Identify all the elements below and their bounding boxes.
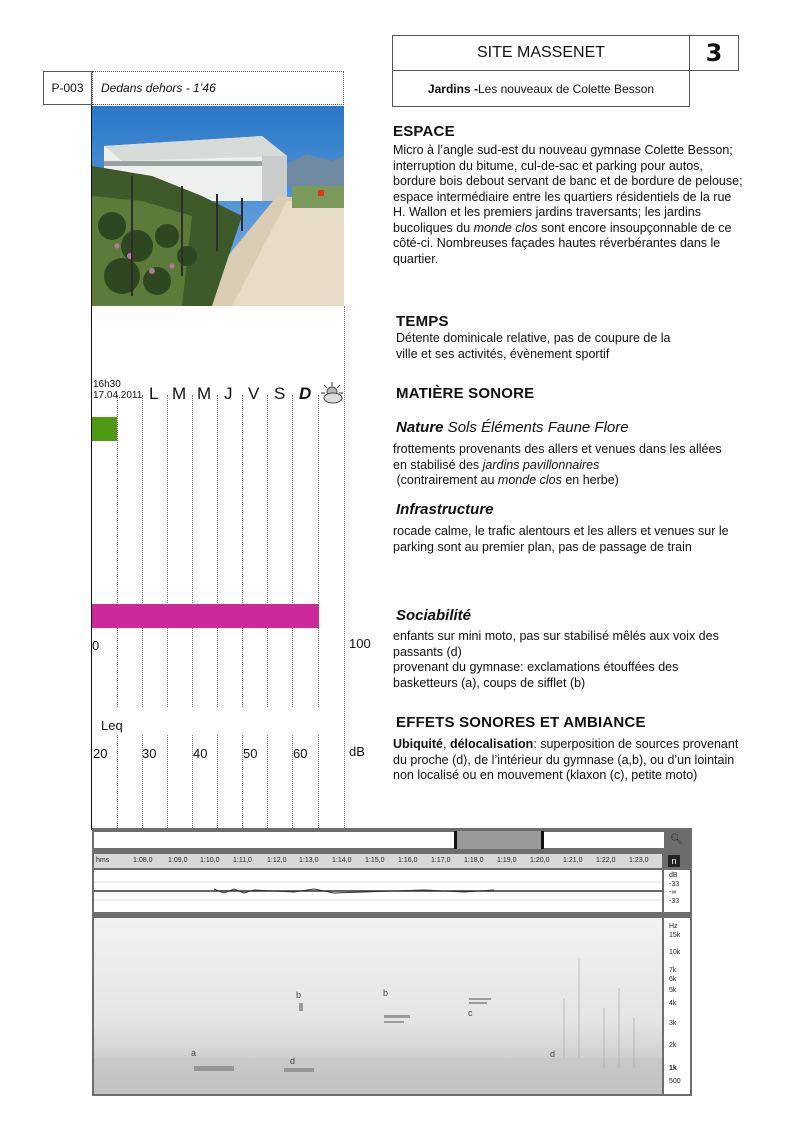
db-value-30: 30 — [142, 746, 157, 761]
track-box — [92, 71, 344, 105]
subtitle-box — [392, 71, 690, 107]
db-value-20: 20 — [93, 746, 108, 761]
time-tick: 1:08,0 — [133, 857, 153, 864]
waveform-db-label: -33 — [669, 881, 680, 888]
annotation-b: b — [296, 990, 302, 1000]
hz-axis-label: 15k — [669, 932, 681, 939]
sociabilite-heading: Sociabilité — [396, 607, 472, 624]
time-tick: 1:16,0 — [398, 857, 418, 864]
subtitle-rest: Les nouveaux de Colette Besson — [477, 81, 655, 96]
scale-min: 0 — [92, 638, 100, 653]
time-tick: 1:20,0 — [530, 857, 550, 864]
site-title-box — [392, 35, 690, 71]
annotation-c: c — [468, 1008, 473, 1018]
day-vendredi: V — [248, 384, 260, 403]
day-gridline — [242, 395, 243, 707]
hz-axis-label: 500 — [669, 1078, 681, 1085]
day-gridline — [142, 395, 143, 707]
nature-level-bar — [92, 417, 117, 441]
sociabilite-text: enfants sur mini moto, pas sur stabilisé mêlés aux voix des passants (d) provenant du gymnase: exclamations étouffées des basketteurs (a), coups de sifflet (b) — [393, 629, 719, 690]
hz-axis-label: 10k — [669, 949, 681, 956]
day-gridline — [318, 395, 319, 707]
hz-axis-label: 3k — [669, 1020, 677, 1027]
day-mardi: M — [172, 384, 187, 403]
subtitle-bold: Jardins - — [427, 81, 478, 96]
hz-axis-label: 2k — [669, 1042, 677, 1049]
annotation-d: d — [290, 1056, 296, 1066]
overview-strip[interactable] — [94, 832, 664, 848]
day-gridline — [267, 395, 268, 707]
weather-sun-cloud-icon — [320, 381, 344, 405]
hz-axis-label: 7k — [669, 967, 677, 974]
audio-editor-panel — [92, 828, 692, 1096]
nature-heading: Nature Sols Éléments Faune Flore — [396, 419, 629, 436]
site-title: SITE MASSENET — [476, 44, 606, 61]
time-tick: 1:09,0 — [168, 857, 188, 864]
time-tick: 1:13,0 — [299, 857, 319, 864]
hz-axis-label: 6k — [669, 976, 677, 983]
hz-axis-label: 4k — [669, 1000, 677, 1007]
sociabilite-level-bar — [92, 604, 319, 628]
espace-text: Micro à l’angle sud-est du nouveau gymnase Colette Besson; interruption du bitume, cul-de-sac et parking pour autos, bordure bois debout servant de banc et de bordure de pelouse; espace intermédiaire entre les quartiers résidentiels de la rue H. Wallon et les premiers jardins traversants; les jardins bucoliques du monde clos sont encore insoupçonnable de ce côté-ci. Nombreuses façades hautes réverbérantes dans le quartier. — [393, 143, 743, 266]
time-tick: 1:18,0 — [464, 857, 484, 864]
waveform-db-label: -33 — [669, 898, 680, 905]
db-value-50: 50 — [243, 746, 258, 761]
site-number: 3 — [705, 39, 723, 67]
day-gridline — [117, 395, 118, 707]
waveform-db-label: dB — [669, 872, 678, 879]
time-tick: 1:23,0 — [629, 857, 649, 864]
day-gridline — [217, 395, 218, 707]
hz-axis-label: Hz — [669, 923, 678, 930]
left-frame-line — [91, 105, 92, 830]
zoom-icon[interactable]: 🔍︎ — [670, 834, 683, 845]
time-tick: 1:17,0 — [431, 857, 451, 864]
day-dimanche: D — [299, 384, 312, 403]
db-unit-label: dB — [349, 744, 365, 759]
infrastructure-text: rocade calme, le trafic alentours et les allers et venues sur le parking sont au premier plan, pas de passage de train — [393, 524, 729, 554]
ruler-toggle-button[interactable]: n — [668, 855, 680, 867]
site-number-box — [690, 35, 739, 71]
hz-axis-label: 1k — [669, 1065, 677, 1072]
db-value-40: 40 — [193, 746, 208, 761]
site-photo — [92, 106, 344, 306]
db-gridline — [267, 735, 268, 828]
leq-label: Leq — [101, 718, 123, 733]
track-title: Dedans dehors - 1’46 — [101, 81, 216, 95]
annotation-d: d — [550, 1049, 556, 1059]
day-jeudi: J — [224, 384, 233, 403]
temps-heading: TEMPS — [396, 313, 449, 330]
waveform-track[interactable] — [94, 870, 662, 912]
time-tick: 1:19,0 — [497, 857, 517, 864]
spectrogram[interactable] — [94, 918, 662, 1094]
day-mercredi: M — [197, 384, 212, 403]
point-code-box — [43, 71, 92, 105]
recording-hour: 16h30 — [93, 379, 121, 390]
annotation-b: b — [383, 988, 389, 998]
waveform-db-label: -∞ — [669, 889, 677, 896]
day-gridline — [292, 395, 293, 707]
day-samedi: S — [274, 384, 286, 403]
day-gridline — [167, 395, 168, 707]
time-tick: 1:12,0 — [267, 857, 287, 864]
point-code: P-003 — [51, 81, 84, 95]
effets-heading: EFFETS SONORES ET AMBIANCE — [396, 714, 646, 731]
right-frame-line — [344, 306, 345, 828]
espace-heading: ESPACE — [393, 123, 455, 140]
db-gridline — [167, 735, 168, 828]
recording-date: 17.04.2011 — [93, 390, 143, 401]
day-gridline — [192, 395, 193, 707]
time-tick: 1:15,0 — [365, 857, 385, 864]
nature-text: frottements provenants des allers et venues dans les allées en stabilisé des jardins pavillonnaires (contrairement au monde clos en herbe) — [393, 442, 722, 487]
time-axis-unit: hms — [96, 857, 110, 864]
time-tick: 1:21,0 — [563, 857, 583, 864]
time-tick: 1:11,0 — [233, 857, 252, 864]
day-lundi: L — [149, 384, 159, 403]
matiere-heading: MATIÈRE SONORE — [396, 385, 535, 402]
infrastructure-heading: Infrastructure — [396, 501, 494, 518]
time-tick: 1:10,0 — [200, 857, 220, 864]
time-tick: 1:14,0 — [332, 857, 352, 864]
hz-axis-label: 5k — [669, 987, 677, 994]
scale-max: 100 — [349, 636, 371, 651]
db-gridline — [117, 735, 118, 828]
db-gridline — [217, 735, 218, 828]
annotation-a: a — [191, 1048, 197, 1058]
spectrogram-frequency-scale — [664, 918, 690, 1094]
db-gridline — [318, 735, 319, 828]
overview-selection[interactable] — [454, 831, 544, 849]
db-value-60: 60 — [293, 746, 308, 761]
effets-text: Ubiquité, délocalisation: superposition de sources provenant du proche (d), de l’intérieur du gymnase (a,b), ou d’un lointain non localisé ou en mouvement (klaxon (c), petite moto) — [393, 737, 739, 782]
time-tick: 1:22,0 — [596, 857, 616, 864]
temps-text: Détente dominicale relative, pas de coupure de la ville et ses activités, évènement sportif — [396, 331, 671, 361]
